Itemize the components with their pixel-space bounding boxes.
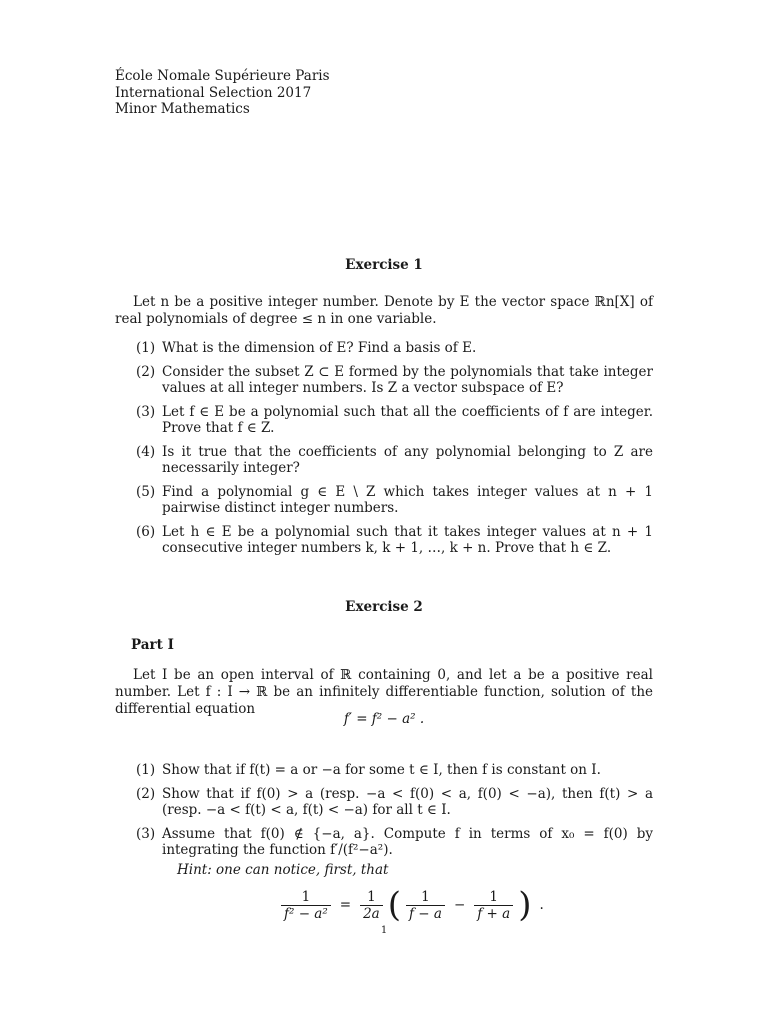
question-item xyxy=(136,524,653,557)
question-number: (4) xyxy=(136,443,156,460)
page-number: 1 xyxy=(380,925,388,936)
question-item xyxy=(136,444,653,477)
lhs-numerator: 1 xyxy=(301,888,311,905)
question-item xyxy=(136,340,653,357)
differential-equation: f′ = f² − a² . xyxy=(343,711,425,727)
question-number: (1) xyxy=(136,762,156,778)
document-header xyxy=(115,68,330,118)
coefficient-numerator: 1 xyxy=(367,888,376,905)
question-text: Is it true that the coefficients of any polynomial belonging to Z are necessarily integer? xyxy=(162,443,653,476)
exercise1-intro: Let n be a positive integer number. Denote by E the vector space ℝn[X] of real polynomials of degree ≤ n in one variable. xyxy=(115,294,653,327)
lhs-fraction xyxy=(281,889,331,922)
header-school: École Nomale Supérieure Paris xyxy=(115,68,330,84)
header-subject: Minor Mathematics xyxy=(115,101,250,117)
question-text: Show that if f(t) = a or −a for some t ∈ I, then f is constant on I. xyxy=(162,762,601,778)
question-text: Find a polynomial g ∈ E \ Z which takes integer values at n + 1 pairwise distinct integer numbers. xyxy=(162,483,653,516)
exercise1-questions xyxy=(136,340,653,564)
equation-period: . xyxy=(539,897,544,913)
question-text: What is the dimension of E? Find a basis of E. xyxy=(162,340,477,356)
exercise2-title: Exercise 2 xyxy=(345,599,423,615)
first-term-numerator: 1 xyxy=(421,888,430,905)
question-text: Let h ∈ E be a polynomial such that it takes integer values at n + 1 consecutive integer numbers k, k + 1, …, k + n. Prove that h ∈ Z. xyxy=(162,523,653,556)
minus-sign: − xyxy=(453,897,466,913)
exercise2-questions xyxy=(136,762,653,866)
hint-text: Hint: one can notice, first, that xyxy=(177,862,389,878)
second-term-numerator: 1 xyxy=(489,888,499,905)
header-selection: International Selection 2017 xyxy=(115,84,312,101)
question-number: (5) xyxy=(136,483,156,500)
first-term-denominator: f − a xyxy=(406,905,445,922)
question-number: (2) xyxy=(136,785,156,802)
part-heading: Part I xyxy=(131,637,174,653)
coefficient-denominator: 2a xyxy=(360,905,383,922)
question-number: (3) xyxy=(136,403,156,420)
exercise2-intro: Let I be an open interval of ℝ containing 0, and let a be a positive real number. Let f : I → ℝ be an infinitely differentiable function, solution of the differential equation xyxy=(115,667,653,717)
lhs-denominator: f² − a² xyxy=(281,905,331,922)
second-term-fraction xyxy=(474,889,513,922)
question-item xyxy=(136,364,653,397)
question-number: (3) xyxy=(136,825,156,842)
question-item xyxy=(136,484,653,517)
question-text: Consider the subset Z ⊂ E formed by the polynomials that take integer values at all integer numbers. Is Z a vector subspace of E? xyxy=(162,363,653,396)
equals-sign: = xyxy=(339,897,352,913)
question-number: (2) xyxy=(136,363,156,380)
hint-equation xyxy=(278,880,550,930)
second-term-denominator: f + a xyxy=(474,905,513,922)
question-number: (1) xyxy=(136,340,156,356)
question-item xyxy=(136,786,653,819)
question-item xyxy=(136,826,653,859)
coefficient-fraction xyxy=(360,889,383,922)
first-term-fraction xyxy=(406,889,445,922)
question-text: Show that if f(0) > a (resp. −a < f(0) < a, f(0) < −a), then f(t) > a (resp. −a < f(t) < a, f(t) < −a) for all t ∈ I. xyxy=(162,785,653,818)
exercise1-title: Exercise 1 xyxy=(345,257,423,273)
right-paren-icon: ) xyxy=(518,885,532,925)
question-text: Assume that f(0) ∉ {−a, a}. Compute f in terms of x₀ = f(0) by integrating the function f′/(f²−a²). xyxy=(162,825,653,858)
left-paren-icon: ( xyxy=(387,885,401,925)
question-item xyxy=(136,762,653,779)
question-number: (6) xyxy=(136,523,156,540)
question-item xyxy=(136,404,653,437)
question-text: Let f ∈ E be a polynomial such that all the coefficients of f are integer. Prove that f ∈ Z. xyxy=(162,403,653,436)
